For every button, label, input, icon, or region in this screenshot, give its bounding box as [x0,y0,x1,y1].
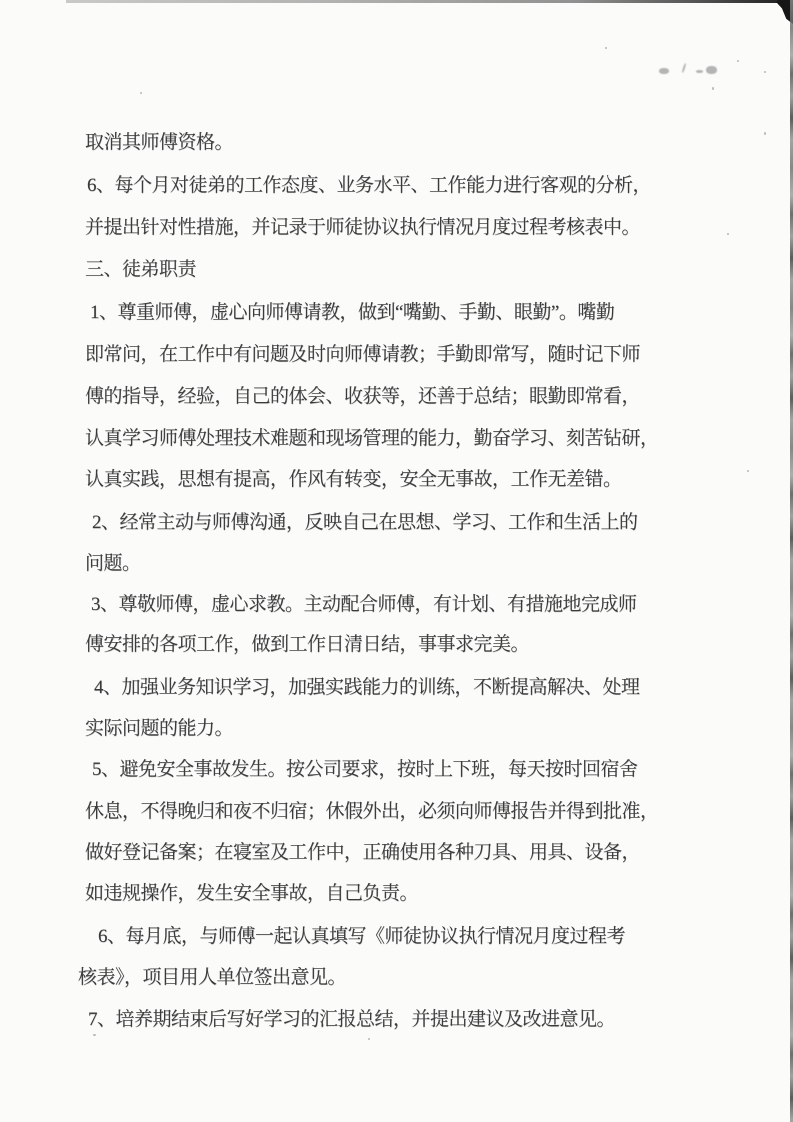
scan-noise-speck [93,1034,96,1036]
scan-noise-speck [712,87,714,90]
scan-noise-speck [737,60,739,62]
text-line: 5、避免安全事故发生。按公司要求，按时上下班，每天按时回宿舍 [92,759,638,780]
text-line: 3、尊敬师傅，虚心求教。主动配合师傅，有计划、有措施地完成师 [91,594,637,615]
text-line: 7、培养期结束后写好学习的汇报总结，并提出建议及改进意见。 [88,1009,616,1030]
scan-noise-smudge [696,70,703,73]
scan-noise-speck [368,1038,370,1040]
scan-noise-speck [140,92,142,94]
section-heading: 三、徒弟职责 [85,259,197,280]
text-line: 取消其师傅资格。 [85,132,234,153]
scan-top-edge [66,0,793,3]
text-line: 如违规操作，发生安全事故，自己负责。 [85,883,419,904]
scan-noise-speck [764,132,766,135]
text-line: 实际问题的能力。 [85,718,234,739]
scan-noise-smudge [682,63,687,73]
scan-noise-smudge [706,66,717,74]
text-line: 傅安排的各项工作，做到工作日清日结，事事求完美。 [85,634,530,655]
text-line: 并提出针对性措施，并记录于师徒协议执行情况月度过程考核表中。 [85,217,641,238]
scan-noise-speck [727,233,729,235]
text-line: 2、经常主动与师傅沟通，反映自己在思想、学习、工作和生活上的 [92,512,638,533]
text-line: 认真实践，思想有提高，作风有转变，安全无事故，工作无差错。 [85,469,622,490]
scan-noise-smudge [659,68,669,74]
text-line: 6、每月底，与师傅一起认真填写《师徒协议执行情况月度过程考 [98,926,626,947]
scan-noise-speck [747,470,749,472]
text-line: 做好登记备案；在寝室及工作中，正确使用各种刀具、用具、设备， [85,842,641,863]
text-line: 休息，不得晚归和夜不归宿；休假外出，必须向师傅报告并得到批准， [85,801,659,822]
text-line: 1、尊重师傅，虚心向师傅请教，做到“嘴勤、手勤、眼勤”。嘴勤 [90,302,615,323]
text-line: 4、加强业务知识学习，加强实践能力的训练，不断提高解决、处理 [94,677,640,698]
text-line: 6、每个月对徒弟的工作态度、业务水平、工作能力进行客观的分析， [87,175,652,196]
text-line: 傅的指导，经验，自己的体会、收获等，还善于总结；眼勤即常看， [85,386,641,407]
scan-noise-speck [764,71,766,73]
text-line: 即常问，在工作中有问题及时向师傅请教；手勤即常写，随时记下师 [85,344,641,365]
text-line: 问题。 [85,553,141,574]
text-line: 认真学习师傅处理技术难题和现场管理的能力，勤奋学习、刻苦钻研， [85,428,659,449]
scan-noise-speck [605,47,607,49]
text-line: 核表》，项目用人单位签出意见。 [78,967,347,988]
